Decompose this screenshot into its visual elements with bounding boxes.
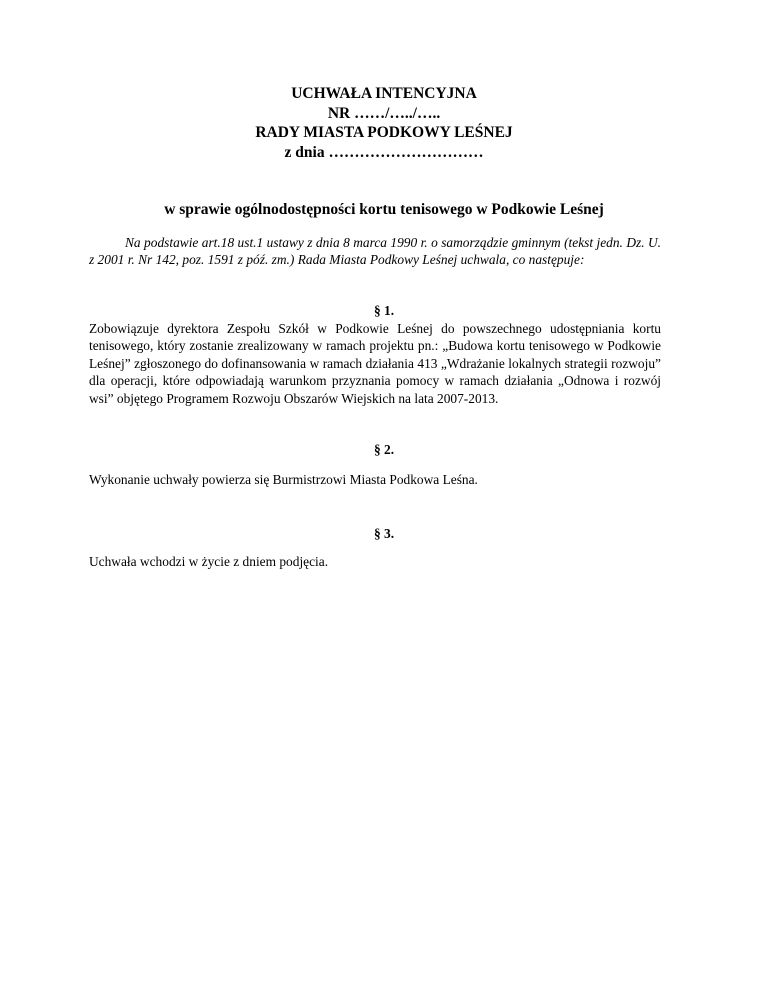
resolution-date: z dnia ………………………… xyxy=(284,143,484,161)
council-name: RADY MIASTA PODKOWY LEŚNEJ xyxy=(255,124,513,141)
section-3-text: Uchwała wchodzi w życie z dniem podjęcia. xyxy=(89,554,329,569)
resolution-title: UCHWAŁA INTENCYJNA xyxy=(291,85,477,102)
legal-basis-preamble: Na podstawie art.18 ust.1 ustawy z dnia 8 marca 1990 r. o samorządzie gminnym (tekst jedn. Dz. U. z 2001 r. Nr 142, poz. 1591 z póź. zm.) Rada Miasta Podkowy Leśnej uchwala, co następuje: xyxy=(89,235,661,268)
section-3-heading: § 3. xyxy=(373,526,395,541)
resolution-number: NR ……/…../….. xyxy=(327,104,441,122)
resolution-subject: w sprawie ogólnodostępności kortu tenisowego w Podkowie Leśnej xyxy=(164,201,604,218)
section-1-heading: § 1. xyxy=(373,303,395,318)
section-2-heading: § 2. xyxy=(373,442,395,457)
section-1-text: Zobowiązuje dyrektora Zespołu Szkół w Podkowie Leśnej do powszechnego udostępniania kortu tenisowego, który zostanie zrealizowany w ramach projektu pn.: „Budowa kortu tenisowego w Podkowie Leśnej” zgłoszonego do dofinansowania w ramach działania 413 „Wdrażanie lokalnych strategii rozwoju” dla operacji, które odpowiadają warunkom przyznania pomocy w ramach działania „Odnowa i rozwój wsi” objętego Programem Rozwoju Obszarów Wiejskich na lata 2007-2013. xyxy=(89,321,661,406)
resolution-title-block xyxy=(0,84,768,162)
section-2-text: Wykonanie uchwały powierza się Burmistrzowi Miasta Podkowa Leśna. xyxy=(89,472,478,487)
